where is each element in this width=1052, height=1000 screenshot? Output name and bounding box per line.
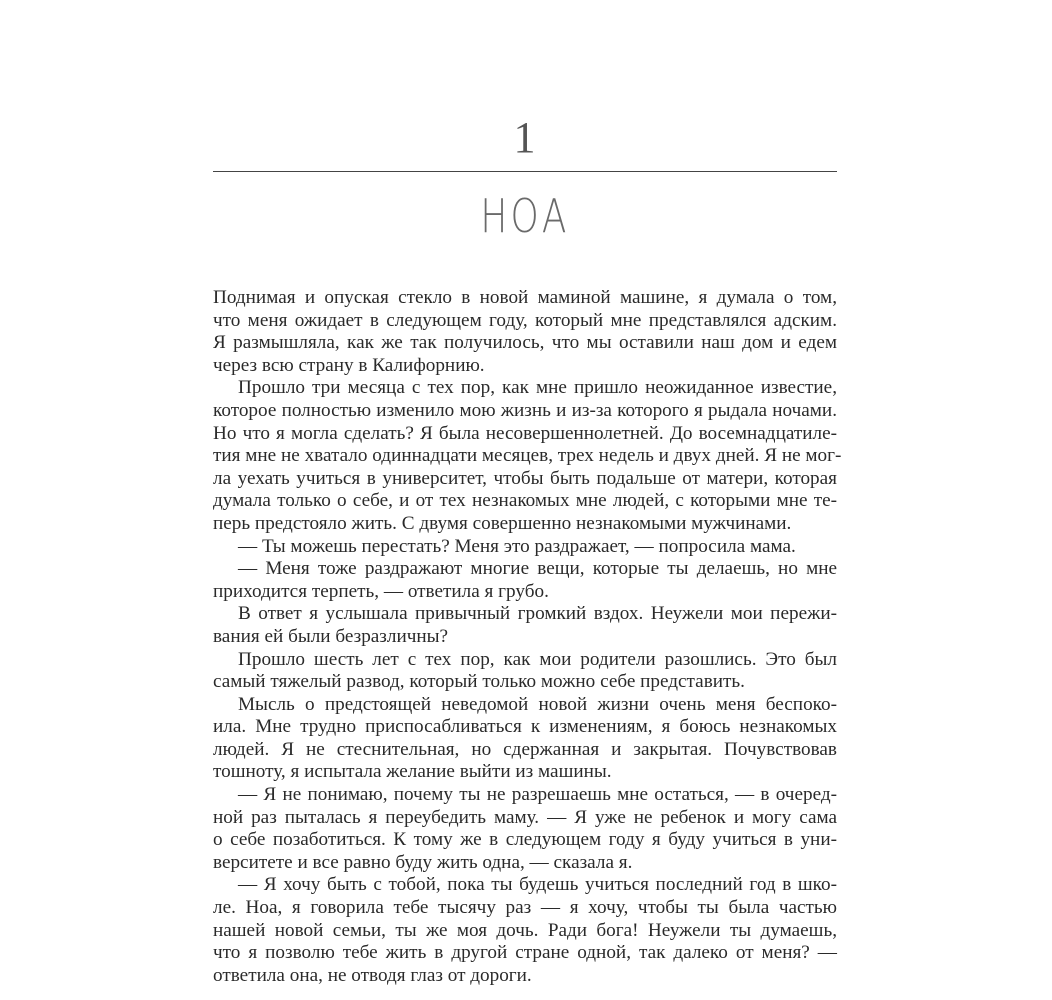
text-line: нашей новой семьи, ты же моя дочь. Ради бога! Неужели ты думаешь, — [213, 919, 837, 941]
paragraph — [213, 603, 837, 648]
text-line: Но что я могла сделать? Я была несовершеннолетней. До восемнадцатиле- — [213, 422, 837, 444]
paragraph — [213, 536, 837, 559]
chapter-number: 1 — [513, 113, 537, 162]
text-line: Поднимая и опуская стекло в новой маминой машине, я думала о том, — [213, 287, 837, 308]
paragraph — [213, 649, 837, 694]
text-line: тия мне не хватало одиннадцати месяцев, трех недель и двух дней. Я не мог- — [213, 445, 842, 467]
text-line: ла уехать учиться в университет, чтобы быть подальше от матери, которая — [213, 467, 837, 489]
chapter-title: НОА — [480, 189, 570, 243]
text-line: верситете и все равно буду жить одна, — сказала я. — [213, 851, 633, 873]
paragraph — [213, 287, 837, 377]
text-line: Прошло шесть лет с тех пор, как мои родители разошлись. Это был — [238, 648, 837, 670]
text-line: — Я не понимаю, почему ты не разрешаешь мне остаться, — в очеред- — [238, 784, 837, 806]
text-line: ле. Ноа, я говорила тебе тысячу раз — я хочу, чтобы ты была частью — [213, 897, 837, 919]
text-line: тошноту, я испытала желание выйти из машины. — [213, 761, 612, 783]
text-line: вания ей были безразличны? — [213, 625, 449, 647]
paragraph — [213, 784, 837, 874]
text-line: В ответ я услышала привычный громкий вздох. Неужели мои пережи- — [238, 603, 837, 625]
text-line: что я позволю тебе жить в другой стране одной, так далеко от меня? — — [213, 942, 837, 964]
text-line: самый тяжелый развод, который только можно себе представить. — [213, 671, 745, 693]
text-line: думала только о себе, и от тех незнакомых мне людей, с которыми мне те- — [213, 490, 837, 512]
text-line: ила. Мне трудно приспосабливаться к изменениям, я боюсь незнакомых — [213, 716, 837, 738]
text-line: ответила она, не отводя глаз от дороги. — [213, 964, 532, 986]
text-line: Мысль о предстоящей неведомой новой жизни очень меня беспоко- — [238, 693, 837, 715]
text-line: что меня ожидает в следующем году, который мне представлялся адским. — [213, 309, 837, 331]
text-line: — Я хочу быть с тобой, пока ты будешь учиться последний год в шко- — [238, 874, 837, 896]
paragraph — [213, 694, 837, 784]
text-line: перь предстояло жить. С двумя совершенно незнакомыми мужчинами. — [213, 512, 792, 534]
text-line: о себе позаботиться. К тому же в следующем году я буду учиться в уни- — [213, 829, 837, 851]
paragraph — [213, 874, 837, 987]
body-text — [213, 287, 842, 987]
text-line: Прошло три месяца с тех пор, как мне пришло неожиданное известие, — [238, 377, 837, 399]
text-line: — Меня тоже раздражают многие вещи, которые ты делаешь, но мне — [238, 558, 837, 580]
chapter-divider — [213, 171, 837, 172]
paragraph — [213, 377, 842, 535]
text-line: людей. Я не стеснительная, но сдержанная и закрытая. Почувствовав — [213, 738, 837, 760]
text-line: Я размышляла, как же так получилось, что мы оставили наш дом и едем — [213, 332, 837, 354]
text-line: приходится терпеть, — ответила я грубо. — [213, 580, 549, 602]
text-line: ной раз пыталась я переубедить маму. — Я уже не ребенок и могу сама — [213, 806, 837, 828]
text-line: — Ты можешь перестать? Меня это раздражает, — попросила мама. — [238, 535, 796, 557]
text-line: через всю страну в Калифорнию. — [213, 354, 485, 376]
text-line: которое полностью изменило мою жизнь и из-за которого я рыдала ночами. — [213, 399, 837, 421]
paragraph — [213, 558, 837, 603]
